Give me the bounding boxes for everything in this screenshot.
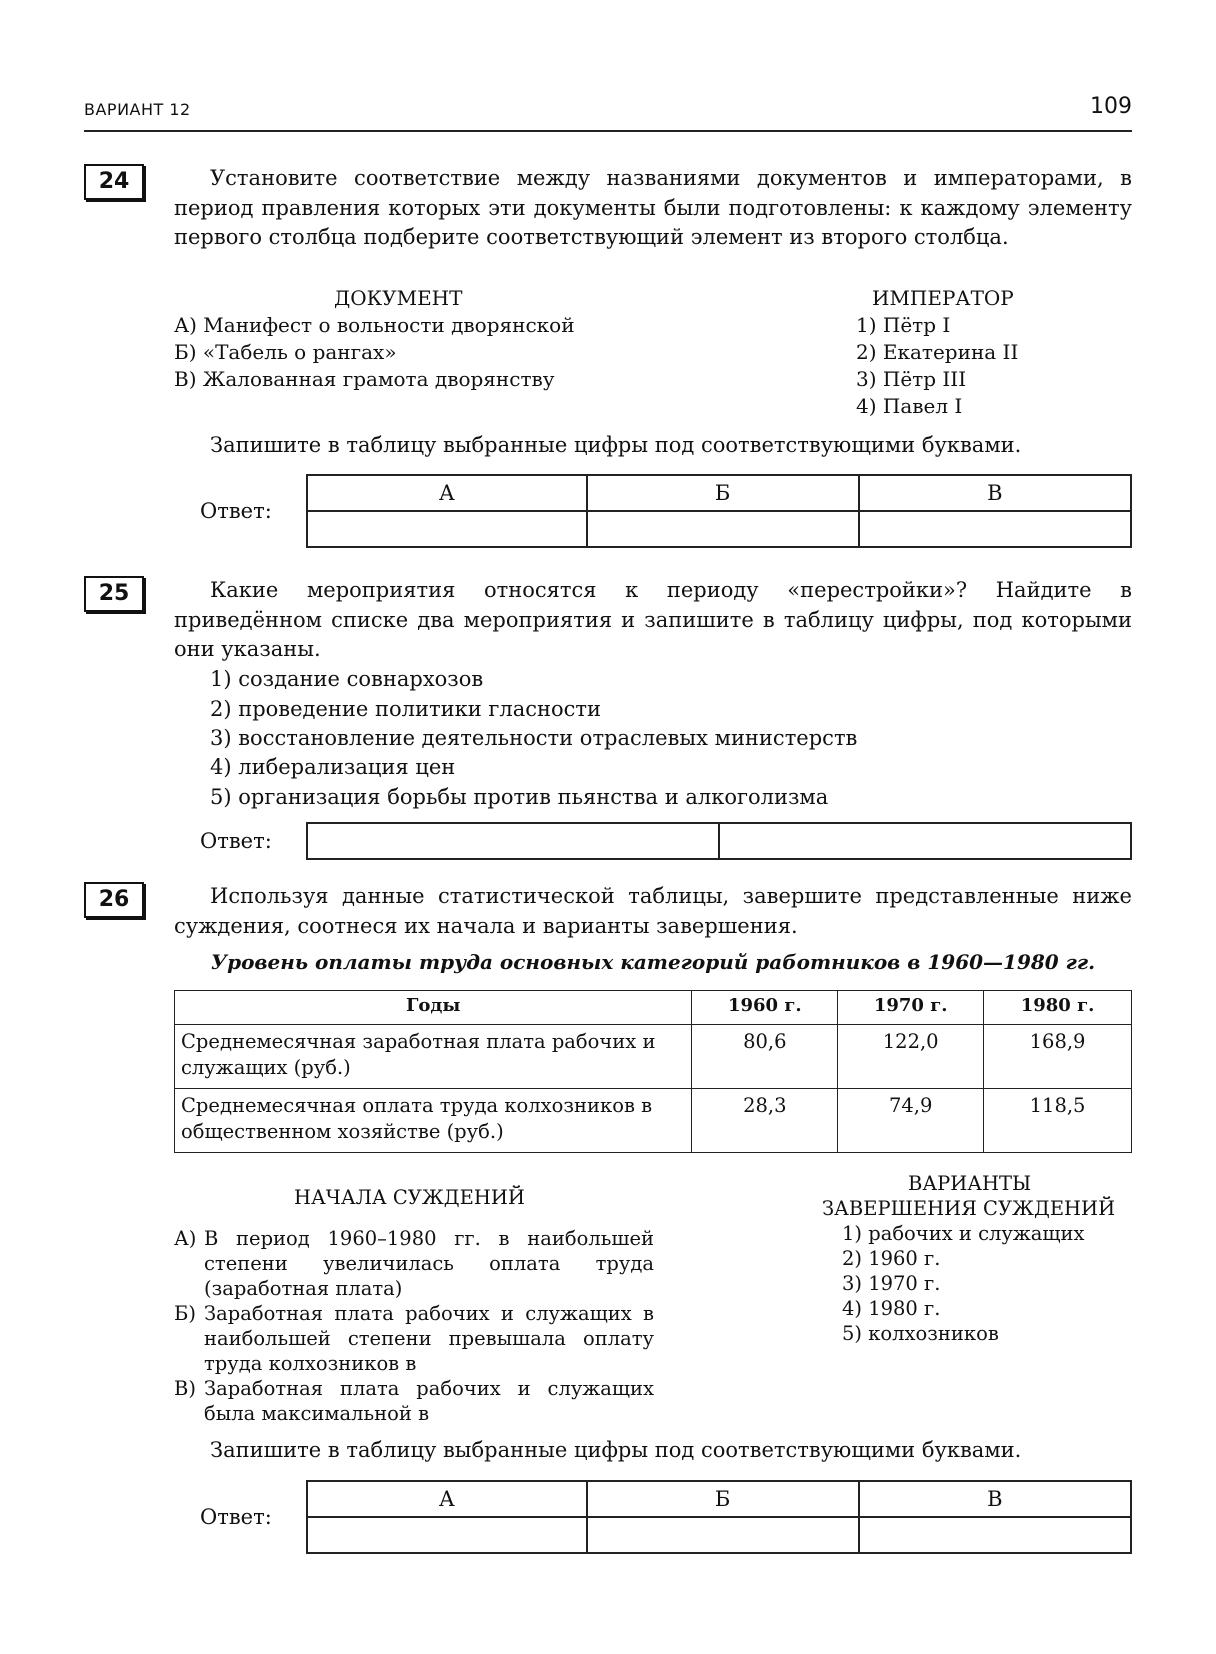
q25-option: 3) восстановление деятельности отраслевых министерств [210, 726, 858, 750]
stat-row-label: Среднемесячная заработная плата рабочих и служащих (руб.) [175, 1025, 692, 1089]
q25-option: 2) проведение политики гласности [210, 697, 602, 721]
end-option: 4) 1980 г. [842, 1297, 941, 1320]
q25-option: 5) организация борьбы против пьянства и алкоголизма [210, 785, 829, 809]
q25-option: 1) создание совнархозов [210, 667, 484, 691]
stat-header-1960: 1960 г. [692, 991, 838, 1025]
stat-row-label: Среднемесячная оплата труда колхозников в общественном хозяйстве (руб.) [175, 1089, 692, 1153]
variant-label: ВАРИАНТ 12 [84, 100, 191, 119]
q25-answer-cell-1[interactable] [307, 823, 719, 859]
stat-cell: 168,9 [984, 1025, 1132, 1089]
statistics-table [174, 990, 1132, 1153]
stat-cell: 80,6 [692, 1025, 838, 1089]
starts-title: НАЧАЛА СУЖДЕНИЙ [294, 1186, 525, 1209]
q24-col1-item: Б) «Табель о рангах» [174, 340, 397, 364]
q24-col2-item: 1) Пётр I [856, 313, 951, 337]
stat-header-1970: 1970 г. [838, 991, 984, 1025]
ends-title-line2: ЗАВЕРШЕНИЯ СУЖДЕНИЙ [822, 1197, 1116, 1220]
start-text: Заработная плата рабочих и служащих была максимальной в [204, 1377, 654, 1425]
q25-answer-table [306, 822, 1132, 860]
stat-cell: 118,5 [984, 1089, 1132, 1153]
q25-answer-cell-2[interactable] [719, 823, 1131, 859]
q24-col1-title: ДОКУМЕНТ [334, 286, 463, 310]
q24-answer-header-b: Б [587, 475, 859, 511]
q24-instruction: Запишите в таблицу выбранные цифры под соответствующими буквами. [210, 433, 1022, 457]
list-item [174, 1301, 654, 1376]
question-number-26: 26 [84, 882, 144, 918]
start-label: В) [174, 1377, 196, 1400]
q24-col1-item: В) Жалованная грамота дворянству [174, 367, 555, 391]
stat-header-years: Годы [175, 991, 692, 1025]
q26-answer-cell-v[interactable] [859, 1517, 1131, 1553]
list-item [174, 1376, 654, 1426]
ends-title-line1: ВАРИАНТЫ [908, 1172, 1032, 1195]
q24-col2-item: 2) Екатерина II [856, 340, 1019, 364]
q24-answer-header-a: А [307, 475, 587, 511]
stat-cell: 28,3 [692, 1089, 838, 1153]
q24-answer-header-v: В [859, 475, 1131, 511]
q24-col1-item: А) Манифест о вольности дворянской [174, 313, 575, 337]
q24-answer-cell-b[interactable] [587, 511, 859, 547]
q24-answer-cell-a[interactable] [307, 511, 587, 547]
question-number-24: 24 [84, 164, 144, 200]
q26-answer-cell-b[interactable] [587, 1517, 859, 1553]
list-item [174, 1226, 654, 1301]
start-text: Заработная плата рабочих и служащих в наибольшей степени превышала оплату труда колхозников в [204, 1302, 654, 1375]
q26-answer-header-b: Б [587, 1481, 859, 1517]
table-row [175, 1025, 1132, 1089]
end-option: 3) 1970 г. [842, 1272, 941, 1295]
q24-answer-cell-v[interactable] [859, 511, 1131, 547]
q24-answer-table [306, 474, 1132, 548]
stat-table-caption: Уровень оплаты труда основных категорий работников в 1960—1980 гг. [210, 950, 1096, 974]
q26-answer-cell-a[interactable] [307, 1517, 587, 1553]
q24-col2-item: 4) Павел I [856, 394, 963, 418]
q26-answer-header-a: А [307, 1481, 587, 1517]
start-label: А) [174, 1227, 197, 1250]
question-number-25: 25 [84, 576, 144, 612]
end-option: 5) колхозников [842, 1322, 999, 1345]
end-option: 2) 1960 г. [842, 1247, 941, 1270]
q24-col2-title: ИМПЕРАТОР [872, 286, 1014, 310]
question-25-text: Какие мероприятия относятся к периоду «перестройки»? Найдите в приведённом списке два мероприятия и запишите в таблицу цифры, под которыми они указаны. [174, 578, 1132, 661]
start-label: Б) [174, 1302, 196, 1325]
end-option: 1) рабочих и служащих [842, 1222, 1085, 1245]
question-26-text: Используя данные статистической таблицы, завершите представленные ниже суждения, соотнеся их начала и варианты завершения. [174, 884, 1132, 938]
question-24-text: Установите соответствие между названиями документов и императорами, в период правления которых эти документы были подготовлены: к каждому элементу первого столбца подберите соответствующий элемент из второго столбца. [174, 166, 1132, 249]
q25-answer-label: Ответ: [200, 829, 272, 853]
q26-answer-header-v: В [859, 1481, 1131, 1517]
judgement-starts [174, 1226, 654, 1426]
q26-instruction: Запишите в таблицу выбранные цифры под соответствующими буквами. [210, 1438, 1022, 1462]
stat-cell: 74,9 [838, 1089, 984, 1153]
q24-col2-item: 3) Пётр III [856, 367, 967, 391]
start-text: В период 1960–1980 гг. в наибольшей степени увеличилась оплата труда (заработная плата) [204, 1227, 654, 1300]
page-number: 109 [1090, 94, 1132, 119]
table-row [175, 1089, 1132, 1153]
q26-answer-table [306, 1480, 1132, 1554]
stat-cell: 122,0 [838, 1025, 984, 1089]
header-divider [84, 130, 1132, 132]
q26-answer-label: Ответ: [200, 1505, 272, 1529]
q25-option: 4) либерализация цен [210, 755, 456, 779]
stat-header-1980: 1980 г. [984, 991, 1132, 1025]
q24-answer-label: Ответ: [200, 499, 272, 523]
